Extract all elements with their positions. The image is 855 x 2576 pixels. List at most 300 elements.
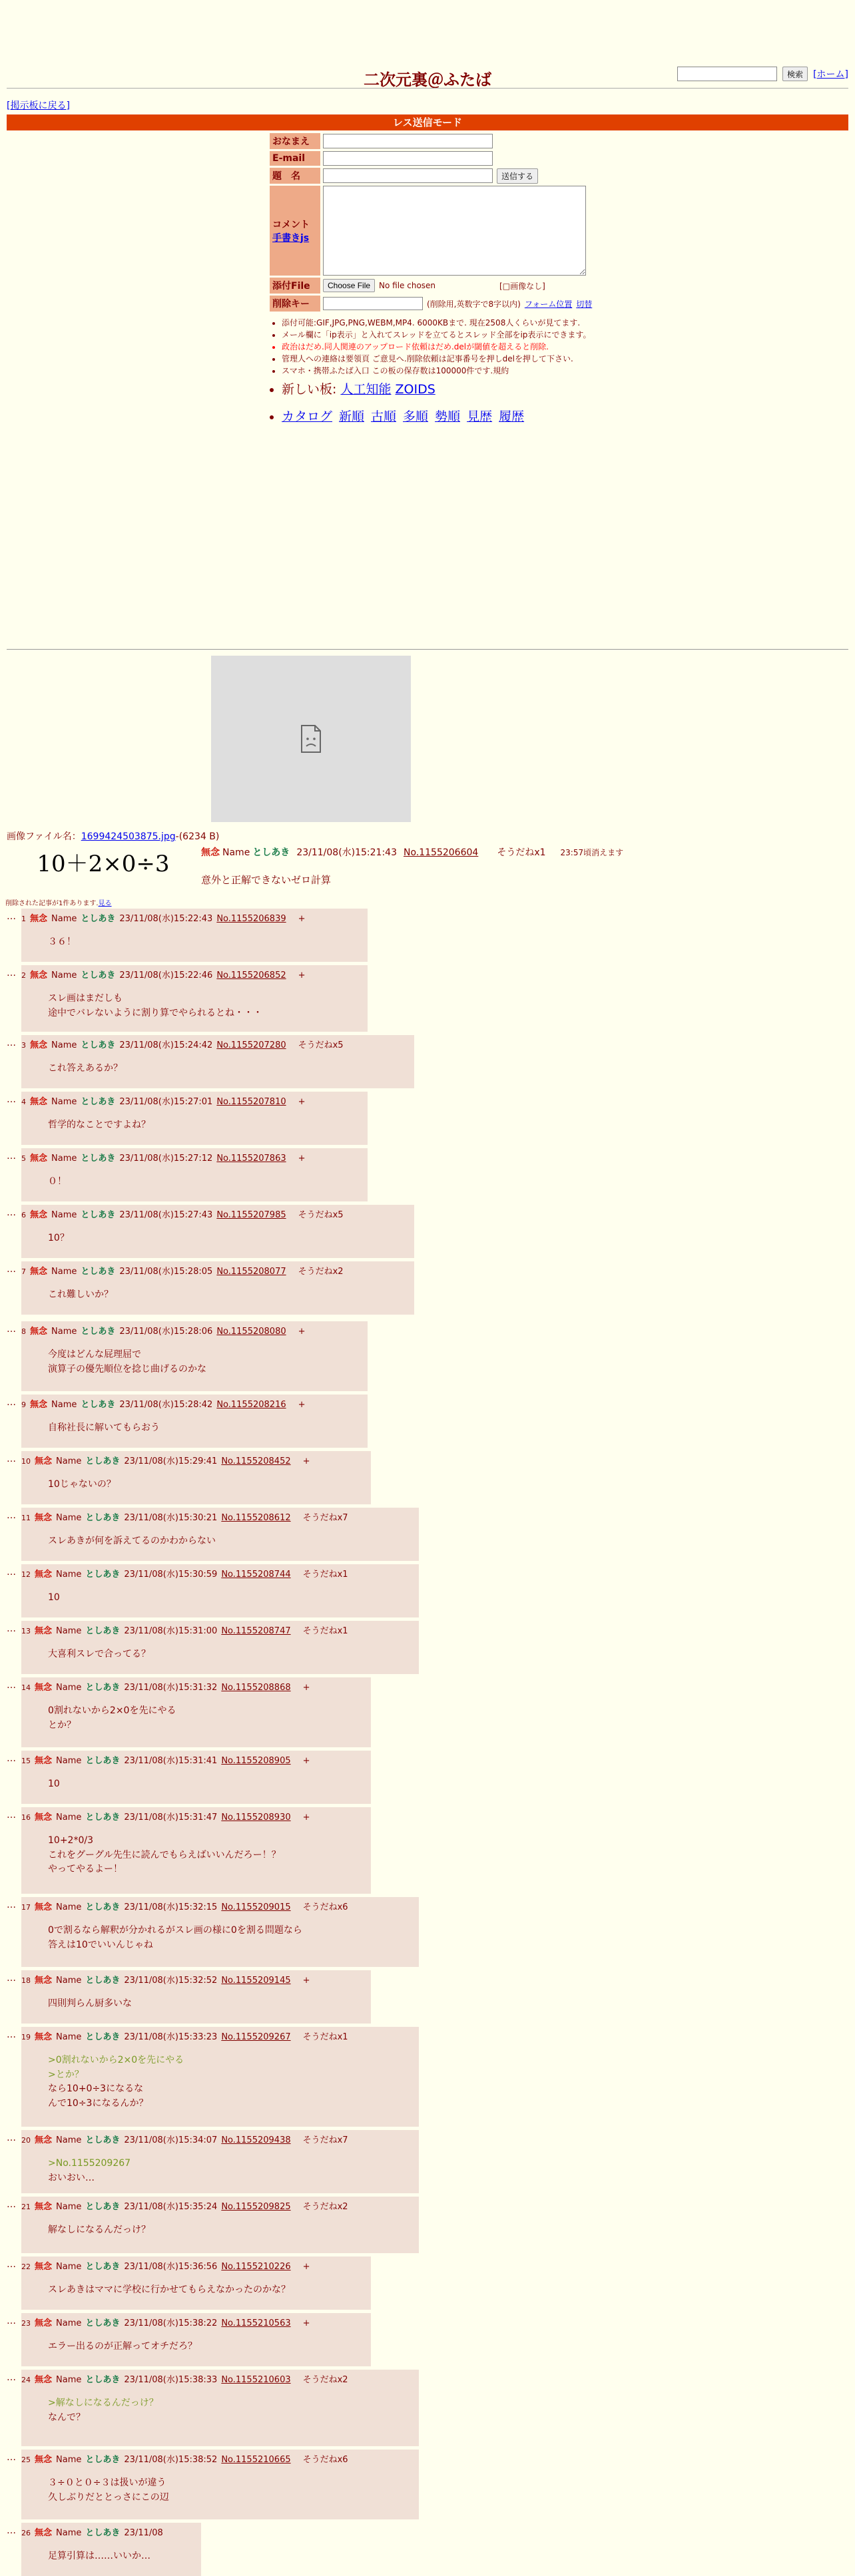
reply-subject: 無念 xyxy=(30,1097,48,1107)
reply-body xyxy=(48,1421,160,1436)
new-boards xyxy=(282,379,643,397)
reply-row xyxy=(7,1395,368,1448)
reply-row xyxy=(7,1035,414,1088)
reply-ellipsis: … xyxy=(7,2525,16,2536)
reply-index: 23 xyxy=(21,2319,31,2328)
reply-body xyxy=(48,2053,184,2111)
reply-post-number[interactable]: No.1155210226 xyxy=(221,2262,291,2272)
reply-sodane-button[interactable]: そうだねx1 xyxy=(302,1626,348,1636)
reply-index: 5 xyxy=(21,1154,26,1163)
reply-subject: 無念 xyxy=(35,1976,53,1986)
op-body: 意外と正解できないゼロ計算 xyxy=(201,874,332,886)
reply-name-label: Name xyxy=(51,1327,77,1337)
reply-name-label: Name xyxy=(56,1626,82,1636)
reply-subject: 無念 xyxy=(35,2318,53,2328)
reply-name: としあき xyxy=(85,2375,121,2385)
reply-name: としあき xyxy=(85,2262,121,2272)
reply-text: 解なしになるんだっけ？ xyxy=(48,2225,150,2235)
reply-post xyxy=(21,909,368,962)
file-info-label: 画像ファイル名： xyxy=(7,831,81,842)
reply-name: としあき xyxy=(85,1513,121,1523)
reply-row xyxy=(7,1092,368,1145)
show-deleted-link[interactable]: 見る xyxy=(98,900,112,907)
reply-name-label: Name xyxy=(56,2375,82,2385)
delkey-note: (削除用,英数字で8字以内) xyxy=(427,299,521,309)
reply-text: 哲学的なことですよね？ xyxy=(48,1120,150,1130)
reply-sodane-button[interactable]: + xyxy=(298,1327,306,1337)
reply-subject: 無念 xyxy=(35,1456,53,1466)
reply-sodane-button[interactable]: そうだねx5 xyxy=(298,1040,344,1050)
reply-row xyxy=(7,2313,371,2366)
reply-name: としあき xyxy=(85,1902,121,1912)
reply-post xyxy=(21,2523,201,2576)
reply-date: 23/11/08(水)15:34:07 xyxy=(124,2135,218,2145)
reply-index: 12 xyxy=(21,1570,31,1579)
back-to-board-link[interactable]: [掲示板に戻る] xyxy=(7,101,70,111)
comment-label-cell xyxy=(270,186,320,276)
reply-ellipsis: … xyxy=(7,1324,16,1335)
reply-name: としあき xyxy=(85,2135,121,2145)
reply-name: としあき xyxy=(85,1456,121,1466)
reply-index: 8 xyxy=(21,1327,26,1336)
reply-name: としあき xyxy=(81,970,116,980)
reply-body xyxy=(48,1478,116,1492)
reply-post-number[interactable]: No.1155207280 xyxy=(216,1040,286,1050)
reply-post-number[interactable]: No.1155207810 xyxy=(216,1097,286,1107)
reply-index: 16 xyxy=(21,1813,31,1822)
reply-body xyxy=(48,1924,302,1952)
reply-date: 23/11/08 xyxy=(124,2528,163,2538)
reply-row xyxy=(7,2197,419,2253)
reply-sodane-button[interactable]: + xyxy=(302,1813,310,1823)
reply-index: 25 xyxy=(21,2456,31,2464)
reply-post xyxy=(21,1508,419,1561)
history-link[interactable]: 履歴 xyxy=(499,409,525,424)
reply-sodane-button[interactable]: そうだねx6 xyxy=(302,1902,348,1912)
reply-name: としあき xyxy=(85,1813,121,1823)
reply-date: 23/11/08(水)15:31:32 xyxy=(124,1683,218,1693)
reply-sodane-button[interactable]: そうだねx7 xyxy=(302,1513,348,1523)
reply-header xyxy=(21,2030,348,2042)
reply-sodane-button[interactable]: + xyxy=(302,1456,310,1466)
reply-name-label: Name xyxy=(56,1683,82,1693)
reply-post xyxy=(21,1261,414,1315)
reply-name-label: Name xyxy=(51,1400,77,1410)
delkey-field[interactable] xyxy=(323,297,423,310)
reply-header xyxy=(21,1324,306,1337)
title-divider xyxy=(7,88,848,89)
reply-body xyxy=(48,1118,150,1133)
reply-ellipsis: … xyxy=(7,1151,16,1162)
reply-index: 7 xyxy=(21,1267,26,1276)
reply-quote: >0割れないから2×0を先にやる >とか？ xyxy=(48,2055,184,2080)
reply-sodane-button[interactable]: + xyxy=(302,2262,310,2272)
reply-sodane-button[interactable]: + xyxy=(298,970,306,980)
comment-field[interactable] xyxy=(323,186,586,276)
form-position-link[interactable]: フォーム位置 xyxy=(524,299,573,309)
reply-name: としあき xyxy=(85,2318,121,2328)
reply-text: これ答えあるか？ xyxy=(48,1063,123,1074)
reply-body xyxy=(48,992,262,1020)
reply-ellipsis: … xyxy=(7,911,16,922)
reply-ellipsis: … xyxy=(7,1680,16,1691)
reply-text: 足算引算は……いいか… xyxy=(48,2551,150,2561)
rule-item: • 管理人への連絡は要領頁 ご意見へ.削除依頼は記事番号を押しdelを押して下さい. xyxy=(282,353,643,365)
reply-sodane-button[interactable]: そうだねx2 xyxy=(298,1267,344,1277)
reply-post xyxy=(21,1092,368,1145)
reply-quote: >解なしになるんだっけ？ xyxy=(48,2398,158,2408)
op-header xyxy=(201,845,623,859)
reply-row xyxy=(7,2523,201,2576)
new-boards-label: 新しい板: xyxy=(282,382,337,397)
reply-post xyxy=(21,1148,368,1201)
reply-subject: 無念 xyxy=(30,1327,48,1337)
catalog-link[interactable]: カタログ xyxy=(282,409,333,424)
reply-text: おいおい… xyxy=(48,2172,95,2183)
reply-ellipsis: … xyxy=(7,1900,16,1910)
reply-row xyxy=(7,1148,368,1201)
reply-subject: 無念 xyxy=(35,1513,53,1523)
reply-header xyxy=(21,1094,306,1107)
reply-post xyxy=(21,1807,371,1894)
reply-body xyxy=(48,1534,216,1549)
reply-index: 2 xyxy=(21,971,26,980)
reply-body xyxy=(48,1175,67,1189)
reply-post xyxy=(21,1205,414,1258)
reply-ellipsis: … xyxy=(7,1207,16,1218)
reply-row xyxy=(7,1751,371,1804)
reply-row xyxy=(7,2370,419,2446)
reply-ellipsis: … xyxy=(7,2030,16,2040)
reply-post-number[interactable]: No.1155207863 xyxy=(216,1154,286,1164)
reply-ellipsis: … xyxy=(7,2199,16,2210)
reply-ellipsis: … xyxy=(7,968,16,978)
reply-sodane-button[interactable]: + xyxy=(302,1756,310,1766)
reply-index: 3 xyxy=(21,1041,26,1050)
reply-body xyxy=(48,1348,206,1377)
reply-post xyxy=(21,1564,419,1617)
reply-subject: 無念 xyxy=(30,1267,48,1277)
reply-post-number[interactable]: No.1155208747 xyxy=(221,1626,291,1636)
reply-text: 大喜利スレで合ってる？ xyxy=(48,1649,150,1659)
reply-header xyxy=(21,1753,310,1766)
reply-body xyxy=(48,1062,123,1076)
reply-post-number[interactable]: No.1155209145 xyxy=(221,1976,291,1986)
reply-post-number[interactable]: No.1155209267 xyxy=(221,2032,291,2042)
reply-name-label: Name xyxy=(51,1267,77,1277)
reply-body xyxy=(48,1777,60,1792)
ad-placeholder xyxy=(211,656,411,822)
reply-name: としあき xyxy=(81,1267,116,1277)
submit-button[interactable]: 送信する xyxy=(497,168,538,184)
home-link[interactable]: [ホーム] xyxy=(813,69,848,80)
reply-post xyxy=(21,2370,419,2446)
reply-ellipsis: … xyxy=(7,2316,16,2326)
reply-name: としあき xyxy=(81,1400,116,1410)
reply-subject: 無念 xyxy=(35,2375,53,2385)
reply-post-number[interactable]: No.1155210563 xyxy=(221,2318,291,2328)
op-name-label: Name xyxy=(222,847,250,858)
reply-name: としあき xyxy=(85,1976,121,1986)
reply-quote: >No.1155209267 xyxy=(48,2158,131,2169)
reply-index: 24 xyxy=(21,2376,31,2384)
reply-date: 23/11/08(水)15:28:06 xyxy=(119,1327,213,1337)
reply-ellipsis: … xyxy=(7,1510,16,1521)
reply-post xyxy=(21,1035,414,1088)
reply-subject: 無念 xyxy=(35,2202,53,2212)
reply-name: としあき xyxy=(85,1683,121,1693)
reply-post xyxy=(21,2130,419,2193)
comment-label: コメント xyxy=(272,219,310,230)
reply-post xyxy=(21,1321,368,1391)
reply-header xyxy=(21,1038,344,1050)
reply-post-number[interactable]: No.1155208612 xyxy=(221,1513,291,1523)
reply-name-label: Name xyxy=(56,1976,82,1986)
reply-name: としあき xyxy=(81,1097,116,1107)
reply-header xyxy=(21,1680,310,1693)
name-field[interactable] xyxy=(323,134,493,148)
reply-index: 20 xyxy=(21,2136,31,2145)
reply-row xyxy=(7,2450,419,2519)
choose-file-button[interactable]: Choose File xyxy=(323,279,375,292)
view-history-link[interactable]: 見歴 xyxy=(467,409,493,424)
reply-post-number[interactable]: No.1155206852 xyxy=(216,970,286,980)
reply-post-number[interactable]: No.1155209438 xyxy=(221,2135,291,2145)
reply-post-number[interactable]: No.1155208077 xyxy=(216,1267,286,1277)
reply-date: 23/11/08(水)15:33:23 xyxy=(124,2032,218,2042)
reply-text: これ難しいか？ xyxy=(48,1289,113,1300)
search-button[interactable]: 検索 xyxy=(782,67,808,81)
reply-date: 23/11/08(水)15:30:21 xyxy=(124,1513,218,1523)
reply-sodane-button[interactable]: そうだねx5 xyxy=(298,1210,344,1220)
reply-text: 0で割るなら解釈が分かれるがスレ画の様に0を割る問題なら 答えは10でいいんじゃね xyxy=(48,1925,302,1950)
reply-text: なんで？ xyxy=(48,2412,85,2423)
reply-header xyxy=(21,2199,348,2212)
reply-post-number[interactable]: No.1155206839 xyxy=(216,914,286,924)
reply-subject: 無念 xyxy=(35,1683,53,1693)
reply-name: としあき xyxy=(81,1154,116,1164)
reply-sodane-button[interactable]: + xyxy=(298,914,306,924)
reply-post-number[interactable]: No.1155208216 xyxy=(216,1400,286,1410)
reply-date: 23/11/08(水)15:35:24 xyxy=(124,2202,218,2212)
reply-sodane-button[interactable]: そうだねx2 xyxy=(302,2202,348,2212)
reply-date: 23/11/08(水)15:27:43 xyxy=(119,1210,213,1220)
reply-sodane-button[interactable]: そうだねx2 xyxy=(302,2375,348,2385)
reply-ellipsis: … xyxy=(7,1973,16,1984)
reply-post-number[interactable]: No.1155208930 xyxy=(221,1813,291,1823)
reply-row xyxy=(7,1564,419,1617)
reply-post xyxy=(21,1451,371,1504)
reply-subject: 無念 xyxy=(30,1040,48,1050)
no-image-checkbox[interactable]: [□画像なし] xyxy=(499,281,545,291)
reply-header xyxy=(21,1973,310,1986)
reply-post-number[interactable]: No.1155208905 xyxy=(221,1756,291,1766)
reply-ellipsis: … xyxy=(7,1753,16,1764)
reply-post-number[interactable]: No.1155210665 xyxy=(221,2455,291,2465)
reply-sodane-button[interactable]: + xyxy=(302,1976,310,1986)
reply-header xyxy=(21,2316,310,2328)
file-info xyxy=(7,829,219,843)
reply-row xyxy=(7,909,368,962)
reply-header xyxy=(21,1567,348,1580)
reply-post xyxy=(21,2197,419,2253)
reply-post-number[interactable]: No.1155208868 xyxy=(221,1683,291,1693)
reply-ellipsis: … xyxy=(7,2372,16,2383)
reply-body xyxy=(48,1231,69,1246)
reply-name-label: Name xyxy=(56,2318,82,2328)
reply-sodane-button[interactable]: + xyxy=(298,1154,306,1164)
reply-post-number[interactable]: No.1155208080 xyxy=(216,1327,286,1337)
search-input[interactable] xyxy=(677,67,777,81)
reply-date: 23/11/08(水)15:38:22 xyxy=(124,2318,218,2328)
reply-header xyxy=(21,1151,306,1164)
reply-ellipsis: … xyxy=(7,1397,16,1408)
rule-item: • スマホ・携帯ふたば入口 この板の保存数は100000件です.規約 xyxy=(282,365,643,377)
reply-index: 13 xyxy=(21,1627,31,1635)
reply-sodane-button[interactable]: そうだねx7 xyxy=(302,2135,348,2145)
op-image[interactable]: 10＋2×0÷3 xyxy=(37,851,170,877)
reply-post-number[interactable]: No.1155207985 xyxy=(216,1210,286,1220)
reply-sodane-button[interactable]: + xyxy=(298,1400,306,1410)
reply-sodane-button[interactable]: + xyxy=(302,2318,310,2328)
reply-post-number[interactable]: No.1155208452 xyxy=(221,1456,291,1466)
reply-name: としあき xyxy=(85,1626,121,1636)
reply-date: 23/11/08(水)15:31:41 xyxy=(124,1756,218,1766)
reply-name: としあき xyxy=(81,1210,116,1220)
reply-row xyxy=(7,1508,419,1561)
reply-post xyxy=(21,1970,371,2024)
reply-post-number[interactable]: No.1155209015 xyxy=(221,1902,291,1912)
subject-field[interactable] xyxy=(323,168,493,183)
board-link-ai[interactable]: 人工知能 xyxy=(340,382,392,397)
reply-text: ０！ xyxy=(48,1176,67,1187)
reply-date: 23/11/08(水)15:29:41 xyxy=(124,1456,218,1466)
deleted-note xyxy=(5,897,112,907)
reply-post-number[interactable]: No.1155209825 xyxy=(221,2202,291,2212)
reply-date: 23/11/08(水)15:24:42 xyxy=(119,1040,213,1050)
reply-row xyxy=(7,1451,371,1504)
op-expire: 23:57頃消えます xyxy=(560,848,624,857)
reply-row xyxy=(7,1621,419,1674)
reply-subject: 無念 xyxy=(35,2135,53,2145)
reply-text: エラー出るのが正解ってオチだろ？ xyxy=(48,2341,197,2352)
reply-text: ３÷０と０÷３は扱いが違う 久しぶりだととっさにこの辺 xyxy=(48,2477,169,2503)
reply-sodane-button[interactable]: そうだねx1 xyxy=(302,2032,348,2042)
reply-date: 23/11/08(水)15:32:52 xyxy=(124,1976,218,1986)
reply-subject: 無念 xyxy=(30,1210,48,1220)
reply-post xyxy=(21,2256,371,2310)
reply-subject: 無念 xyxy=(35,2032,53,2042)
reply-sodane-button[interactable]: + xyxy=(302,1683,310,1693)
reply-name-label: Name xyxy=(56,1456,82,1466)
reply-ellipsis: … xyxy=(7,1810,16,1821)
reply-date: 23/11/08(水)15:22:46 xyxy=(119,970,213,980)
op-post-number[interactable]: No.1155206604 xyxy=(404,847,479,858)
reply-date: 23/11/08(水)15:31:47 xyxy=(124,1813,218,1823)
reply-text: 四則判らん厨多いな xyxy=(48,1998,132,2009)
reply-name-label: Name xyxy=(56,1902,82,1912)
reply-name-label: Name xyxy=(56,1756,82,1766)
toggle-link[interactable]: 切替 xyxy=(576,299,593,309)
delkey-label: 削除キー xyxy=(270,296,320,312)
reply-name-label: Name xyxy=(51,1040,77,1050)
reply-body xyxy=(48,2476,169,2505)
reply-date: 23/11/08(水)15:38:52 xyxy=(124,2455,218,2465)
reply-sodane-button[interactable]: + xyxy=(298,1097,306,1107)
reply-name: としあき xyxy=(85,1756,121,1766)
reply-subject: 無念 xyxy=(35,1570,53,1580)
reply-header xyxy=(21,1454,310,1466)
op-name: としあき xyxy=(252,847,290,858)
sort-momentum-link[interactable]: 勢順 xyxy=(435,409,461,424)
reply-row xyxy=(7,1970,371,2024)
reply-name-label: Name xyxy=(56,1570,82,1580)
deleted-note-text: 削除された記事が1件あります. xyxy=(5,900,99,907)
board-title: 二次元裏＠ふたば xyxy=(364,71,491,89)
reply-row xyxy=(7,1205,414,1258)
sort-old-link[interactable]: 古順 xyxy=(371,409,397,424)
reply-post-number[interactable]: No.1155208744 xyxy=(221,1570,291,1580)
op-date: 23/11/08(水)15:21:43 xyxy=(296,847,397,858)
reply-header xyxy=(21,1397,306,1410)
reply-sodane-button[interactable]: そうだねx1 xyxy=(302,1570,348,1580)
op-sodane-button[interactable]: そうだねx1 xyxy=(497,847,546,858)
reply-name-label: Name xyxy=(56,2528,82,2538)
email-field[interactable] xyxy=(323,151,493,166)
reply-text: 自称社長に解いてもらおう xyxy=(48,1422,160,1433)
reply-name: としあき xyxy=(81,1040,116,1050)
op-file-link[interactable]: 1699424503875.jpg xyxy=(81,831,176,842)
handwrite-link[interactable]: 手書きjs xyxy=(272,232,310,244)
reply-ellipsis: … xyxy=(7,1038,16,1048)
reply-index: 26 xyxy=(21,2529,31,2537)
reply-name-label: Name xyxy=(56,2135,82,2145)
reply-name-label: Name xyxy=(51,970,77,980)
reply-date: 23/11/08(水)15:22:43 xyxy=(119,914,213,924)
reply-post-number[interactable]: No.1155210603 xyxy=(221,2375,291,2385)
reply-header xyxy=(21,2259,310,2272)
reply-index: 11 xyxy=(21,1514,31,1522)
reply-index: 1 xyxy=(21,915,26,923)
subject-label: 題 名 xyxy=(270,168,320,184)
sort-many-link[interactable]: 多順 xyxy=(403,409,429,424)
reply-subject: 無念 xyxy=(35,1626,53,1636)
file-status: No file chosen xyxy=(379,281,436,290)
sort-new-link[interactable]: 新順 xyxy=(339,409,365,424)
reply-name: としあき xyxy=(81,914,116,924)
reply-subject: 無念 xyxy=(35,2455,53,2465)
reply-body xyxy=(48,1997,132,2012)
reply-row xyxy=(7,1807,371,1894)
reply-post xyxy=(21,1621,419,1674)
board-link-zoids[interactable]: ZOIDS xyxy=(395,382,435,397)
reply-mode-bar: レス送信モード xyxy=(7,114,848,130)
reply-header xyxy=(21,1623,348,1636)
reply-sodane-button[interactable]: そうだねx6 xyxy=(302,2455,348,2465)
rule-item: • 政治はだめ.同人関連のアップロード依頼はだめ.delが閾値を超えると削除. xyxy=(282,341,643,353)
thread-divider xyxy=(7,649,848,650)
reply-index: 4 xyxy=(21,1098,26,1106)
header-tools xyxy=(677,67,848,81)
reply-text: スレ画はまだしも 途中でバレないように割り算でやられるとね・・・ xyxy=(48,993,262,1018)
reply-body xyxy=(48,2340,197,2354)
reply-subject: 無念 xyxy=(30,914,48,924)
reply-post xyxy=(21,965,368,1032)
reply-header xyxy=(21,2452,348,2465)
reply-ellipsis: … xyxy=(7,1454,16,1464)
reply-text: 今度はどんな屁理屈で 演算子の優先順位を捻じ曲げるのかな xyxy=(48,1349,206,1375)
reply-header xyxy=(21,1810,310,1823)
